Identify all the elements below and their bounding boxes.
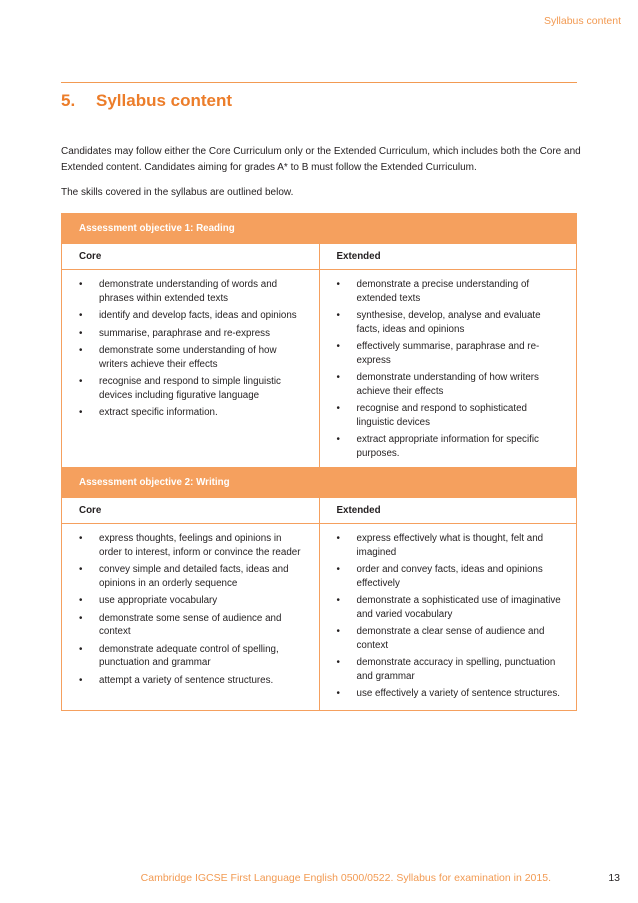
list-item: • use effectively a variety of sentence structures. xyxy=(337,687,563,701)
writing-objective-table xyxy=(61,467,577,711)
reading-core-list xyxy=(79,278,305,420)
reading-core-cell xyxy=(62,270,320,470)
list-item: • demonstrate some sense of audience and context xyxy=(79,612,305,639)
reading-extended-list xyxy=(337,278,563,460)
list-item: • convey simple and detailed facts, ideas and opinions in an orderly sequence xyxy=(79,563,305,590)
header-rule xyxy=(61,82,577,83)
list-item: • demonstrate a clear sense of audience and context xyxy=(337,625,563,652)
running-head: Syllabus content xyxy=(543,15,621,27)
list-item: • demonstrate some understanding of how writers achieve their effects xyxy=(79,344,305,371)
reading-core-heading: Core xyxy=(62,244,320,270)
list-item: • attempt a variety of sentence structures. xyxy=(79,674,305,688)
writing-core-cell xyxy=(62,524,320,711)
intro-paragraph: Candidates may follow either the Core Curriculum only or the Extended Curriculum, which includes both the Core and Extended content. Candidates aiming for grades A* to B must follow the Extended Curriculum. xyxy=(61,146,581,173)
page-number: 13 xyxy=(608,872,620,884)
list-item: • identify and develop facts, ideas and opinions xyxy=(79,309,305,323)
reading-objective-header: Assessment objective 1: Reading xyxy=(62,214,577,244)
list-item: • demonstrate a precise understanding of extended texts xyxy=(337,278,563,305)
section-title-text: Syllabus content xyxy=(96,91,233,110)
writing-objective-header: Assessment objective 2: Writing xyxy=(62,468,577,498)
list-item: • effectively summarise, paraphrase and re-express xyxy=(337,340,563,367)
list-item: • summarise, paraphrase and re-express xyxy=(79,327,305,341)
section-title xyxy=(61,91,232,111)
list-item: • synthesise, develop, analyse and evaluate facts, ideas and opinions xyxy=(337,309,563,336)
list-item: • demonstrate adequate control of spelling, punctuation and grammar xyxy=(79,643,305,670)
list-item: • extract specific information. xyxy=(79,406,305,420)
reading-extended-heading: Extended xyxy=(319,244,577,270)
reading-extended-cell xyxy=(319,270,577,470)
list-item: • demonstrate a sophisticated use of imaginative and varied vocabulary xyxy=(337,594,563,621)
page-footer: Cambridge IGCSE First Language English 0500/0522. Syllabus for examination in 2015. xyxy=(140,872,551,884)
list-item: • use appropriate vocabulary xyxy=(79,594,305,608)
list-item: • order and convey facts, ideas and opinions effectively xyxy=(337,563,563,590)
writing-core-heading: Core xyxy=(62,498,320,524)
writing-extended-heading: Extended xyxy=(319,498,577,524)
list-item: • recognise and respond to simple linguistic devices including figurative language xyxy=(79,375,305,402)
section-number: 5. xyxy=(61,91,76,110)
writing-core-list xyxy=(79,532,305,687)
writing-extended-list xyxy=(337,532,563,701)
list-item: • demonstrate accuracy in spelling, punctuation and grammar xyxy=(337,656,563,683)
reading-objective-table xyxy=(61,213,577,470)
list-item: • demonstrate understanding of how writers achieve their effects xyxy=(337,371,563,398)
outline-paragraph: The skills covered in the syllabus are outlined below. xyxy=(61,187,294,198)
list-item: • express thoughts, feelings and opinions in order to interest, inform or convince the reader xyxy=(79,532,305,559)
list-item: • extract appropriate information for specific purposes. xyxy=(337,433,563,460)
list-item: • recognise and respond to sophisticated linguistic devices xyxy=(337,402,563,429)
writing-extended-cell xyxy=(319,524,577,711)
list-item: • demonstrate understanding of words and phrases within extended texts xyxy=(79,278,305,305)
list-item: • express effectively what is thought, felt and imagined xyxy=(337,532,563,559)
